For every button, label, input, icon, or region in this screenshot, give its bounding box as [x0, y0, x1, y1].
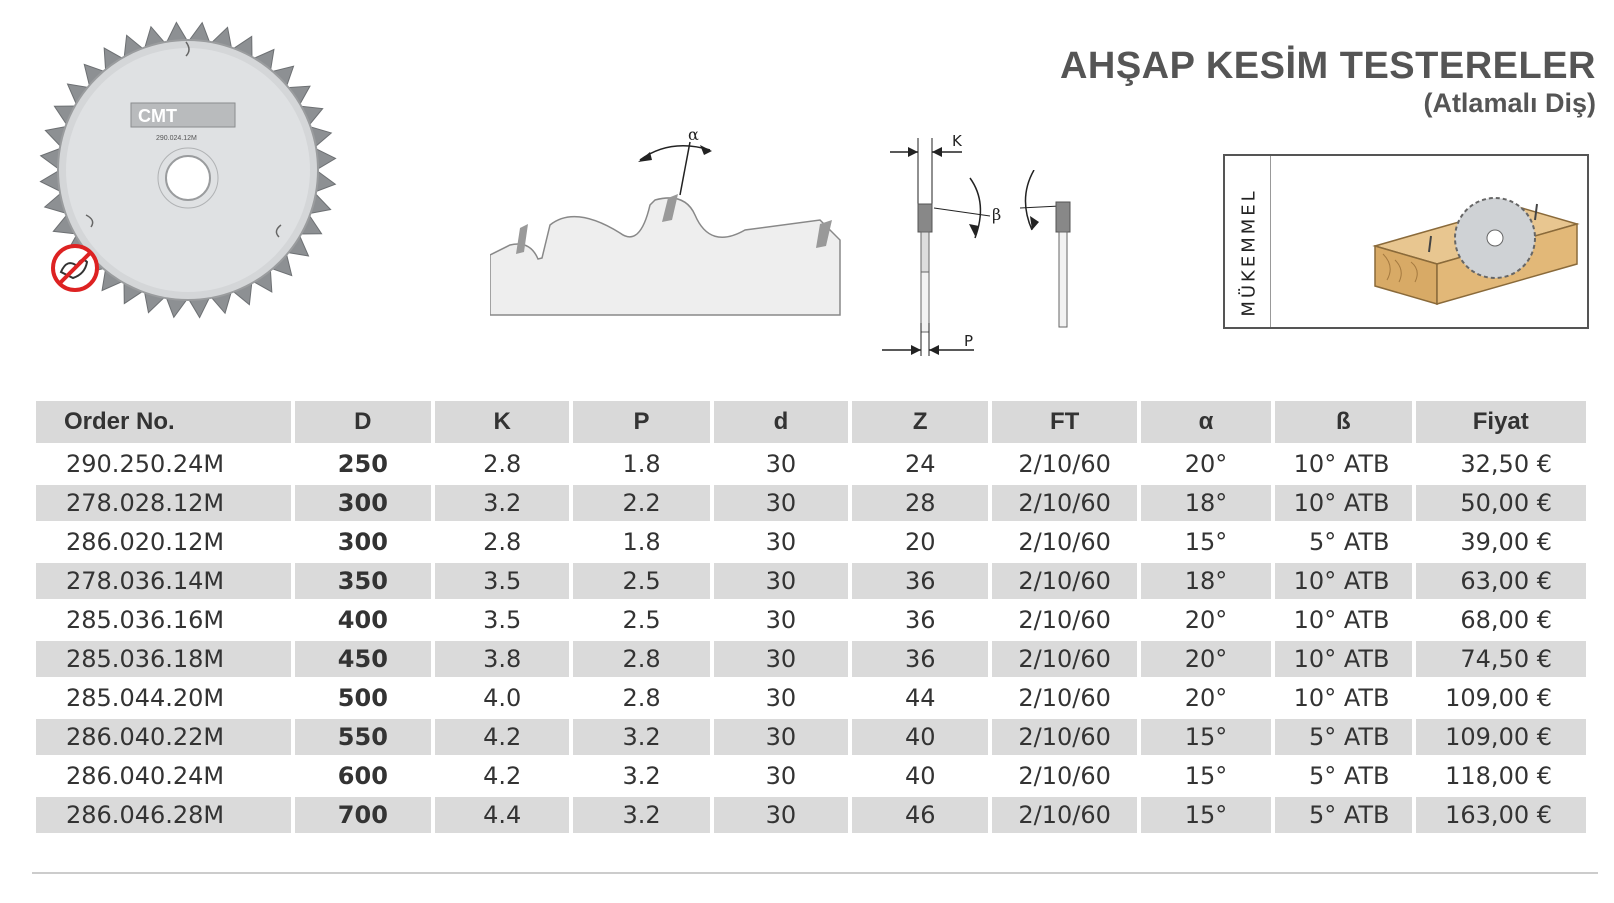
cell-price: 74,50 €: [1416, 641, 1586, 677]
cell-beta: 10° ATB: [1275, 485, 1411, 521]
cell-alpha: 20°: [1141, 641, 1271, 677]
cell-bore: 30: [765, 606, 797, 634]
table-row: [36, 563, 1586, 599]
kerf-plate-diagram: [880, 128, 1020, 373]
column-header-k: K: [435, 401, 569, 443]
table-row: [36, 485, 1586, 521]
cell-teeth: 40: [904, 762, 936, 790]
cell-ft: 2/10/60: [992, 719, 1136, 755]
cell-beta: 5° ATB: [1275, 719, 1411, 755]
cell-plate: 2.5: [622, 606, 661, 634]
cell-order-no: 286.046.28M: [36, 797, 291, 833]
cell-price: 109,00 €: [1416, 719, 1586, 755]
table-row: [36, 719, 1586, 755]
cell-price: 39,00 €: [1460, 528, 1552, 556]
cell-order-no: 286.040.24M: [66, 762, 225, 790]
column-header-ft: FT: [992, 401, 1136, 443]
cell-price: 32,50 €: [1460, 450, 1552, 478]
quality-rating-box: [1223, 154, 1589, 329]
cell-alpha: 20°: [1184, 450, 1228, 478]
cell-alpha: 15°: [1184, 762, 1228, 790]
table-row: [36, 641, 1586, 677]
cell-beta: 10° ATB: [1275, 641, 1411, 677]
cell-alpha: 18°: [1141, 485, 1271, 521]
page-title-block: [1060, 44, 1596, 118]
k-label: K: [952, 132, 962, 150]
cell-diameter: 550: [295, 719, 431, 755]
cell-diameter: 300: [295, 485, 431, 521]
cell-order-no: 286.040.22M: [36, 719, 291, 755]
tooth-profile-diagram: [490, 120, 880, 335]
cell-price: 109,00 €: [1445, 684, 1552, 712]
cell-beta: 10° ATB: [1293, 450, 1390, 478]
cell-plate: 1.8: [622, 450, 661, 478]
quality-label: MÜKEMMEL: [1238, 188, 1260, 317]
cell-diameter: 450: [295, 641, 431, 677]
cell-beta: 10° ATB: [1293, 684, 1390, 712]
column-header-p: P: [573, 401, 709, 443]
cell-alpha: 20°: [1184, 606, 1228, 634]
cell-order-no: 285.036.16M: [66, 606, 225, 634]
cell-teeth: 40: [852, 719, 988, 755]
cell-plate: 3.2: [573, 797, 709, 833]
cell-kerf: 3.8: [435, 641, 569, 677]
cell-order-no: 290.250.24M: [66, 450, 225, 478]
table-row: [36, 758, 1586, 794]
cell-alpha: 20°: [1184, 684, 1228, 712]
cell-beta: 5° ATB: [1308, 528, 1390, 556]
column-header-bore: d: [714, 401, 848, 443]
cell-plate: 2.8: [622, 684, 661, 712]
column-header-beta: ß: [1275, 401, 1411, 443]
cell-kerf: 3.2: [435, 485, 569, 521]
table-row: [36, 797, 1586, 833]
cell-beta: 5° ATB: [1275, 797, 1411, 833]
cell-order-no: 278.036.14M: [36, 563, 291, 599]
cell-price: 68,00 €: [1460, 606, 1552, 634]
cell-teeth: 20: [904, 528, 936, 556]
cell-ft: 2/10/60: [992, 797, 1136, 833]
cell-plate: 1.8: [622, 528, 661, 556]
cell-teeth: 36: [904, 606, 936, 634]
blade-code-text: 290.024.12M: [156, 135, 197, 142]
page-title: AHŞAP KESİM TESTERELER: [1059, 45, 1596, 87]
cell-diameter: 300: [337, 528, 388, 556]
cell-alpha: 18°: [1141, 563, 1271, 599]
cell-ft: 2/10/60: [1018, 528, 1111, 556]
cell-beta: 5° ATB: [1308, 762, 1390, 790]
table-row: [36, 524, 1586, 560]
cell-beta: 10° ATB: [1293, 606, 1390, 634]
cell-alpha: 15°: [1141, 797, 1271, 833]
table-header-row: [36, 401, 1586, 443]
table-body: [36, 446, 1586, 833]
cell-teeth: 24: [904, 450, 936, 478]
cell-plate: 3.2: [573, 719, 709, 755]
wood-cut-illustration: [1365, 176, 1585, 316]
cell-ft: 2/10/60: [992, 641, 1136, 677]
beta-tooth-diagram: [1020, 170, 1090, 330]
cell-ft: 2/10/60: [1018, 606, 1111, 634]
table-row: [36, 602, 1586, 638]
cell-kerf: 4.4: [435, 797, 569, 833]
cell-price: 63,00 €: [1416, 563, 1586, 599]
cell-alpha: 15°: [1141, 719, 1271, 755]
table-row: [36, 446, 1586, 482]
cell-order-no: 286.020.12M: [66, 528, 225, 556]
cell-plate: 2.2: [573, 485, 709, 521]
cell-kerf: 2.8: [483, 528, 522, 556]
cell-ft: 2/10/60: [1018, 450, 1111, 478]
quality-label-strip: [1225, 156, 1271, 327]
cell-diameter: 500: [337, 684, 388, 712]
cell-order-no: 278.028.12M: [36, 485, 291, 521]
cell-beta: 10° ATB: [1275, 563, 1411, 599]
product-table: [32, 398, 1590, 836]
cell-price: 50,00 €: [1416, 485, 1586, 521]
saw-blade-image: [26, 20, 346, 330]
cell-bore: 30: [714, 563, 848, 599]
column-header-d: D: [295, 401, 431, 443]
cell-kerf: 4.0: [483, 684, 522, 712]
cell-diameter: 600: [337, 762, 388, 790]
column-header-alpha: α: [1141, 401, 1271, 443]
blade-brand-text: CMT: [138, 106, 177, 126]
cell-price: 118,00 €: [1445, 762, 1552, 790]
cell-bore: 30: [765, 684, 797, 712]
column-header-price: Fiyat: [1416, 401, 1586, 443]
column-header-z: Z: [852, 401, 988, 443]
cell-bore: 30: [765, 450, 797, 478]
cell-teeth: 46: [852, 797, 988, 833]
no-hand-warning-icon: [53, 246, 97, 290]
bottom-divider: [32, 872, 1598, 874]
cell-teeth: 36: [852, 641, 988, 677]
cell-teeth: 36: [852, 563, 988, 599]
cell-bore: 30: [714, 719, 848, 755]
beta-label: β: [992, 205, 1002, 224]
p-label: P: [964, 332, 974, 350]
cell-diameter: 700: [295, 797, 431, 833]
column-header-order-no: Order No.: [36, 401, 291, 443]
cell-bore: 30: [765, 528, 797, 556]
cell-diameter: 400: [337, 606, 388, 634]
cell-teeth: 44: [904, 684, 936, 712]
alpha-label: α: [688, 125, 699, 144]
cell-bore: 30: [714, 485, 848, 521]
cell-ft: 2/10/60: [1018, 762, 1111, 790]
cell-bore: 30: [765, 762, 797, 790]
cell-order-no: 285.044.20M: [66, 684, 225, 712]
page-subtitle: (Atlamalı Diş): [1423, 88, 1596, 118]
cell-diameter: 250: [337, 450, 388, 478]
cell-ft: 2/10/60: [992, 563, 1136, 599]
cell-plate: 3.2: [622, 762, 661, 790]
cell-plate: 2.5: [573, 563, 709, 599]
cell-kerf: 3.5: [483, 606, 522, 634]
cell-diameter: 350: [295, 563, 431, 599]
cell-order-no: 285.036.18M: [36, 641, 291, 677]
cell-teeth: 28: [852, 485, 988, 521]
cell-ft: 2/10/60: [992, 485, 1136, 521]
table-row: [36, 680, 1586, 716]
cell-ft: 2/10/60: [1018, 684, 1111, 712]
cell-kerf: 2.8: [483, 450, 522, 478]
cell-kerf: 3.5: [435, 563, 569, 599]
cell-plate: 2.8: [573, 641, 709, 677]
cell-bore: 30: [714, 641, 848, 677]
cell-bore: 30: [714, 797, 848, 833]
cell-price: 163,00 €: [1416, 797, 1586, 833]
cell-alpha: 15°: [1184, 528, 1228, 556]
cell-kerf: 4.2: [435, 719, 569, 755]
cell-kerf: 4.2: [483, 762, 522, 790]
